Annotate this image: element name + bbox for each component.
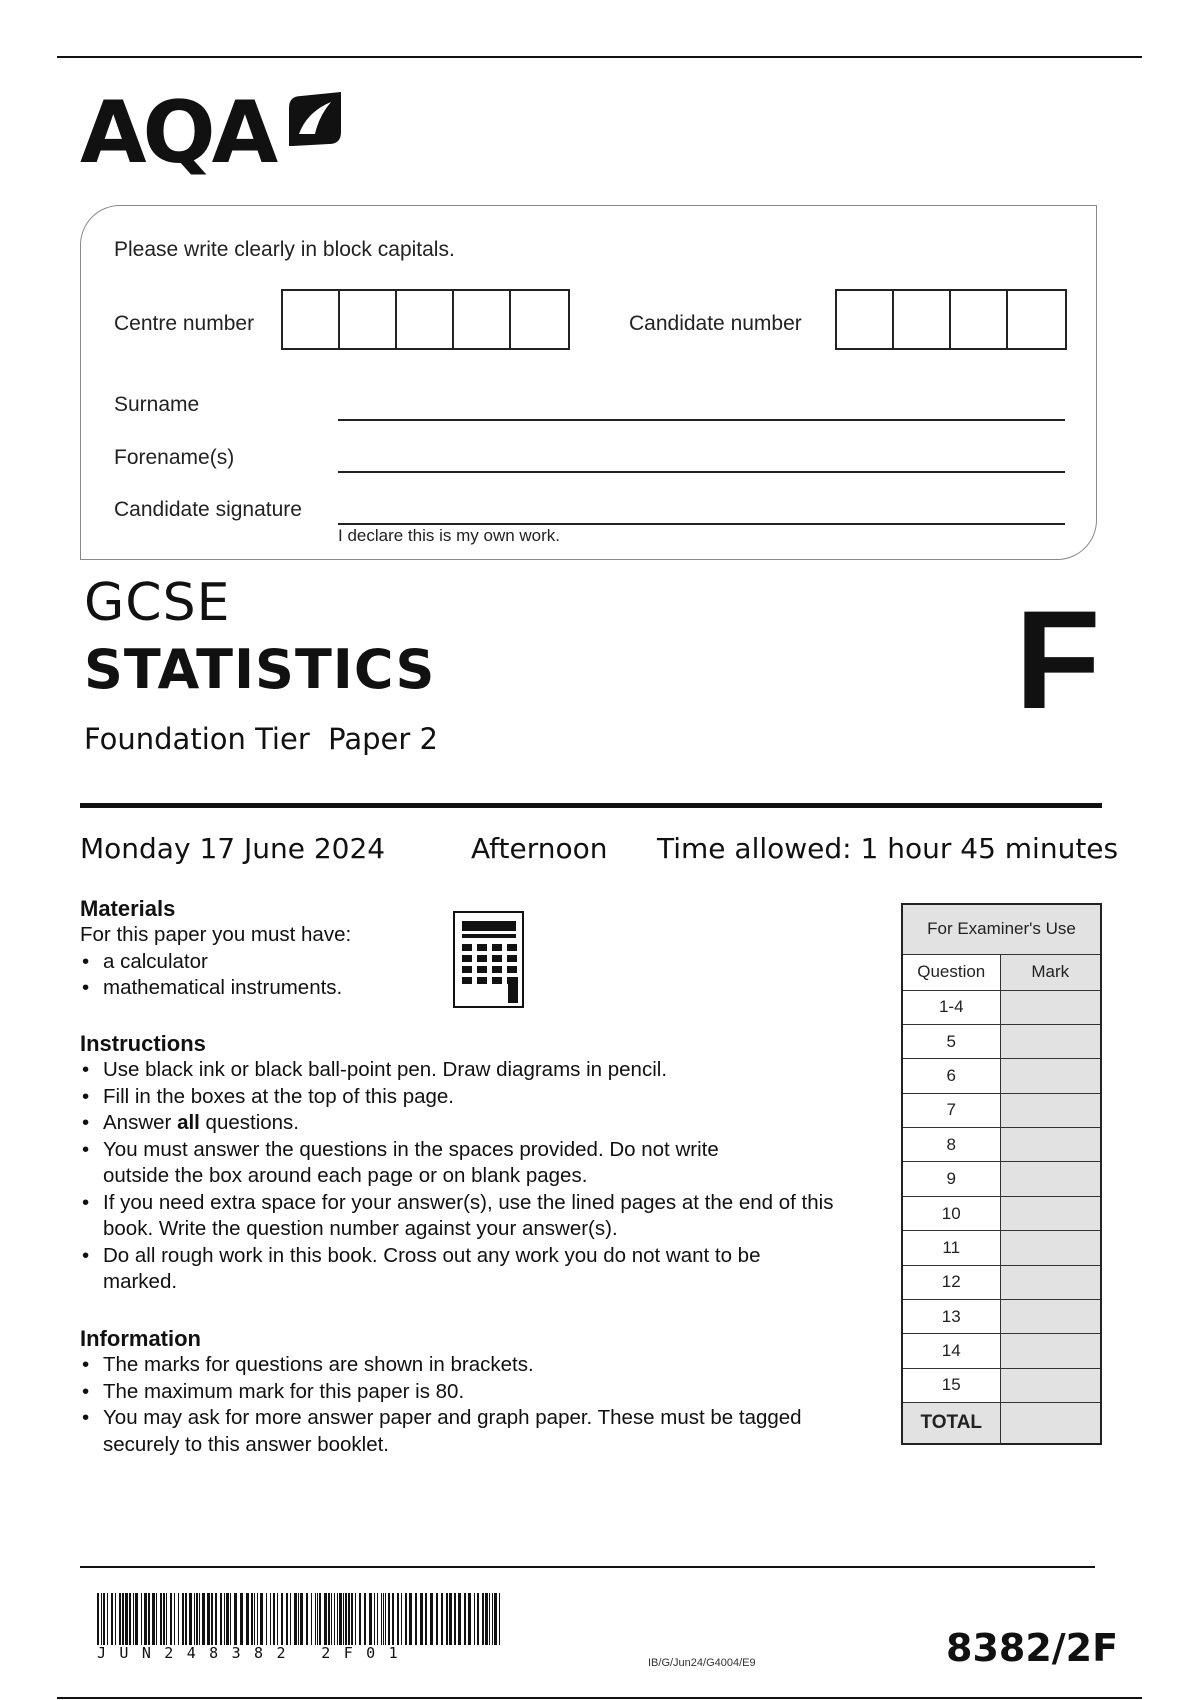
instructions-heading: Instructions: [80, 1031, 206, 1056]
barcode-bar: [189, 1593, 192, 1645]
mark-cell: [1000, 990, 1101, 1024]
centre-number-cell[interactable]: [397, 291, 454, 348]
barcode-bar: [458, 1593, 461, 1645]
barcode-bar: [160, 1593, 162, 1645]
barcode-bar: [251, 1593, 253, 1645]
barcode-bar: [343, 1593, 344, 1645]
barcode-bar: [337, 1593, 338, 1645]
barcode-bar: [174, 1593, 175, 1645]
barcode-bar: [246, 1593, 249, 1645]
forename-field[interactable]: [338, 471, 1065, 473]
materials-intro: For this paper you must have:: [80, 923, 352, 946]
barcode-bar: [441, 1593, 443, 1645]
candidate-details-box: [80, 205, 1097, 560]
barcode-bar: [220, 1593, 222, 1645]
centre-number-cell[interactable]: [283, 291, 340, 348]
barcode-bar: [468, 1593, 471, 1645]
barcode-bar: [144, 1593, 147, 1645]
candidate-number-cell[interactable]: [951, 291, 1008, 348]
barcode-bar: [298, 1593, 299, 1645]
barcode-bar: [260, 1593, 263, 1645]
question-number: 6: [902, 1059, 1000, 1093]
barcode-bar: [194, 1593, 195, 1645]
instruction-item: • Do all rough work in this book. Cross out any work you do not want to be marked.: [80, 1243, 780, 1296]
barcode-bar: [425, 1593, 427, 1645]
tier-letter: F: [1015, 581, 1101, 738]
barcode-bar: [277, 1593, 278, 1645]
qualification-title: GCSE: [84, 573, 231, 633]
question-number: 1-4: [902, 990, 1000, 1024]
question-number: 5: [902, 1024, 1000, 1058]
information-heading: Information: [80, 1326, 201, 1351]
mark-cell: [1000, 1196, 1101, 1230]
barcode-bar: [331, 1593, 332, 1645]
barcode-bar: [374, 1593, 375, 1645]
barcode-bar: [319, 1593, 321, 1645]
exam-session: Afternoon: [471, 832, 608, 865]
barcode-bar: [409, 1593, 412, 1645]
barcode-bar: [397, 1593, 399, 1645]
mark-cell: [1000, 1231, 1101, 1265]
barcode-bar: [454, 1593, 456, 1645]
examiners-use-title: For Examiner's Use: [902, 904, 1101, 954]
total-mark-cell: [1000, 1403, 1101, 1444]
barcode-text: JUN248382 2F01: [97, 1644, 412, 1662]
barcode-bar: [385, 1593, 386, 1645]
barcode-bar: [122, 1593, 124, 1645]
materials-item: • a calculator: [80, 949, 880, 976]
barcode-bar: [328, 1593, 330, 1645]
instruction-item: • You must answer the questions in the spaces provided. Do not write outside the box around each page or on blank pages.: [80, 1137, 790, 1190]
mark-cell: [1000, 1093, 1101, 1127]
barcode-bar: [388, 1593, 390, 1645]
question-number: 9: [902, 1162, 1000, 1196]
centre-number-cell[interactable]: [340, 291, 397, 348]
signature-label: Candidate signature: [114, 498, 302, 521]
barcode-bar: [156, 1593, 157, 1645]
barcode-bar: [449, 1593, 452, 1645]
barcode-bar: [240, 1593, 243, 1645]
candidate-number-cell[interactable]: [894, 291, 951, 348]
barcode-bar: [101, 1593, 102, 1645]
centre-number-cell[interactable]: [511, 291, 568, 348]
question-number: 11: [902, 1231, 1000, 1265]
barcode-bar: [254, 1593, 255, 1645]
barcode-bar: [224, 1593, 225, 1645]
barcode-bar: [499, 1593, 500, 1645]
information-item: • The maximum mark for this paper is 80.: [80, 1379, 880, 1406]
title-divider: [80, 803, 1102, 808]
barcode-bar: [446, 1593, 448, 1645]
information-item: • The marks for questions are shown in brackets.: [80, 1352, 880, 1379]
barcode-bar: [103, 1593, 105, 1645]
barcode-bar: [129, 1593, 131, 1645]
mark-cell: [1000, 1300, 1101, 1334]
barcode-bar: [286, 1593, 288, 1645]
candidate-number-label: Candidate number: [629, 312, 802, 335]
examiners-use-table: [901, 903, 1102, 1445]
barcode-bar: [315, 1593, 316, 1645]
centre-number-boxes[interactable]: [281, 289, 570, 350]
barcode-bar: [489, 1593, 490, 1645]
barcode-bar: [474, 1593, 475, 1645]
barcode-bar: [420, 1593, 423, 1645]
barcode-bar: [141, 1593, 142, 1645]
barcode-bar: [324, 1593, 327, 1645]
aqa-logo-text: AQA: [80, 83, 275, 183]
materials-heading: Materials: [80, 896, 176, 921]
surname-label: Surname: [114, 393, 200, 416]
barcode-bar: [115, 1593, 116, 1645]
barcode-bar: [311, 1593, 312, 1645]
candidate-number-cell[interactable]: [1008, 291, 1065, 348]
barcode-bar: [415, 1593, 417, 1645]
barcode-bar: [290, 1593, 291, 1645]
barcode-bar: [477, 1593, 479, 1645]
instruction-item-answer-all: • Answer all questions.: [80, 1110, 880, 1137]
barcode-bar: [107, 1593, 108, 1645]
barcode-bar: [492, 1593, 493, 1645]
top-rule: [57, 56, 1142, 58]
question-number: 10: [902, 1196, 1000, 1230]
barcode-bar: [234, 1593, 237, 1645]
footer-rule: [80, 1566, 1095, 1568]
centre-number-label: Centre number: [114, 312, 255, 335]
barcode: [97, 1593, 507, 1645]
barcode-bar: [273, 1593, 275, 1645]
barcode-bar: [185, 1593, 187, 1645]
mark-cell: [1000, 1024, 1101, 1058]
barcode-bar: [334, 1593, 335, 1645]
barcode-bar: [348, 1593, 350, 1645]
information-section: [80, 1326, 880, 1458]
barcode-bar: [345, 1593, 347, 1645]
barcode-bar: [317, 1593, 318, 1645]
barcode-bar: [383, 1593, 384, 1645]
barcode-bar: [257, 1593, 258, 1645]
candidate-number-cell[interactable]: [837, 291, 894, 348]
signature-field[interactable]: [338, 523, 1065, 525]
instructions-section: [80, 1031, 880, 1296]
mark-cell: [1000, 1265, 1101, 1299]
barcode-bar: [166, 1593, 167, 1645]
barcode-bar: [294, 1593, 297, 1645]
aqa-leaf-icon: [285, 90, 345, 150]
question-number: 8: [902, 1128, 1000, 1162]
barcode-bar: [230, 1593, 231, 1645]
calculator-icon: [453, 911, 524, 1008]
barcode-bar: [405, 1593, 407, 1645]
barcode-bar: [97, 1593, 99, 1645]
mark-cell: [1000, 1368, 1101, 1402]
declaration-text: I declare this is my own work.: [338, 526, 561, 545]
total-label: TOTAL: [902, 1403, 1000, 1444]
barcode-bar: [377, 1593, 378, 1645]
barcode-bar: [306, 1593, 308, 1645]
barcode-bar: [196, 1593, 198, 1645]
barcode-bar: [119, 1593, 121, 1645]
barcode-bar: [266, 1593, 267, 1645]
barcode-bar: [401, 1593, 402, 1645]
barcode-bar: [163, 1593, 165, 1645]
barcode-bar: [207, 1593, 210, 1645]
barcode-bar: [170, 1593, 172, 1645]
block-capitals-instruction: Please write clearly in block capitals.: [114, 238, 455, 261]
barcode-bar: [215, 1593, 217, 1645]
barcode-bar: [464, 1593, 466, 1645]
forename-label: Forename(s): [114, 446, 235, 469]
barcode-bar: [182, 1593, 184, 1645]
instruction-item: • Use black ink or black ball-point pen. Draw diagrams in pencil.: [80, 1057, 880, 1084]
mark-column-header: Mark: [1000, 954, 1101, 990]
instruction-item: • Fill in the boxes at the top of this page.: [80, 1084, 880, 1111]
barcode-bar: [111, 1593, 113, 1645]
mark-cell: [1000, 1128, 1101, 1162]
tier-paper: Foundation Tier Paper 2: [84, 722, 438, 756]
barcode-bar: [436, 1593, 438, 1645]
barcode-bar: [355, 1593, 356, 1645]
exam-date: Monday 17 June 2024: [80, 832, 386, 865]
bottom-rule: [57, 1697, 1142, 1699]
barcode-bar: [430, 1593, 433, 1645]
question-number: 7: [902, 1093, 1000, 1127]
barcode-bar: [482, 1593, 484, 1645]
barcode-bar: [135, 1593, 138, 1645]
barcode-bar: [351, 1593, 353, 1645]
barcode-bar: [133, 1593, 134, 1645]
question-column-header: Question: [902, 954, 1000, 990]
question-number: 13: [902, 1300, 1000, 1334]
barcode-bar: [152, 1593, 155, 1645]
barcode-bar: [369, 1593, 372, 1645]
time-allowed: Time allowed: 1 hour 45 minutes: [657, 832, 1119, 865]
barcode-bar: [364, 1593, 366, 1645]
barcode-bar: [125, 1593, 128, 1645]
surname-field[interactable]: [338, 419, 1065, 421]
barcode-bar: [148, 1593, 150, 1645]
question-number: 12: [902, 1265, 1000, 1299]
question-number: 15: [902, 1368, 1000, 1402]
barcode-bar: [359, 1593, 361, 1645]
question-number: 14: [902, 1334, 1000, 1368]
barcode-bar: [381, 1593, 382, 1645]
paper-reference: IB/G/Jun24/G4004/E9: [648, 1657, 756, 1669]
barcode-bar: [270, 1593, 271, 1645]
mark-cell: [1000, 1334, 1101, 1368]
materials-item: • mathematical instruments.: [80, 975, 880, 1002]
barcode-bar: [392, 1593, 394, 1645]
barcode-bar: [485, 1593, 488, 1645]
mark-cell: [1000, 1059, 1101, 1093]
subject-title: STATISTICS: [84, 638, 436, 701]
candidate-number-boxes[interactable]: [835, 289, 1067, 350]
instruction-item: • If you need extra space for your answer(s), use the lined pages at the end of this book. Write the question number against your answer(s).: [80, 1190, 870, 1243]
barcode-bar: [178, 1593, 179, 1645]
barcode-bar: [281, 1593, 283, 1645]
barcode-bar: [199, 1593, 200, 1645]
information-item: • You may ask for more answer paper and graph paper. These must be tagged securely to this answer booklet.: [80, 1405, 820, 1458]
barcode-bar: [494, 1593, 497, 1645]
barcode-bar: [226, 1593, 229, 1645]
mark-cell: [1000, 1162, 1101, 1196]
barcode-bar: [211, 1593, 213, 1645]
barcode-bar: [202, 1593, 205, 1645]
centre-number-cell[interactable]: [454, 291, 511, 348]
barcode-bar: [339, 1593, 342, 1645]
paper-code: 8382/2F: [946, 1626, 1119, 1670]
barcode-bar: [300, 1593, 303, 1645]
